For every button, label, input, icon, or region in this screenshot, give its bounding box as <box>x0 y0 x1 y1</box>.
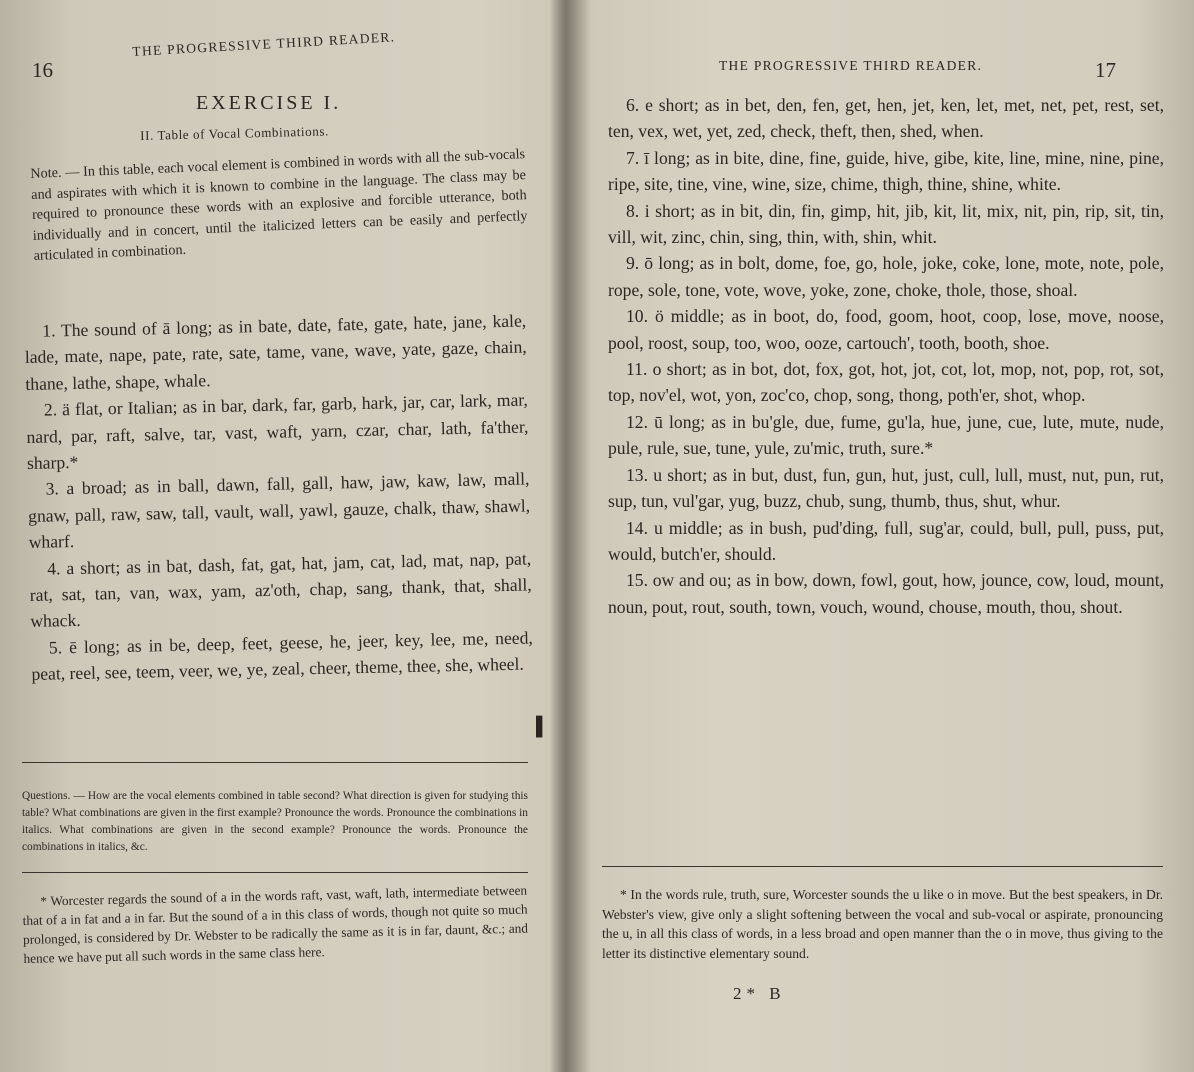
entry-1: 1. The sound of ā long; as in bate, date, fate, gate, hate, jane, kale, lade, mate, nape, pate, rate, sate, tame, vane, wave, yate, gaze, chain, thane, lathe, shape, whale. <box>24 310 527 394</box>
divider-rule <box>602 866 1163 867</box>
entry-list <box>24 307 534 687</box>
entry-15: 15. ow and ou; as in bow, down, fowl, gout, how, jounce, cow, loud, mount, noun, pout, rout, south, town, vouch, wound, chouse, mouth, thou, shout. <box>608 570 1164 617</box>
entry-11: 11. o short; as in bot, dot, fox, got, hot, jot, cot, lot, mop, not, pop, rot, sot, top, nov'el, wot, yon, zoc'co, chop, song, thong, poth'er, shot, whop. <box>608 359 1164 406</box>
entry-9: 9. ō long; as in bolt, dome, foe, go, hole, joke, coke, lone, mote, note, pole, rope, sole, tone, vote, wove, yoke, zone, choke, thole, those, shoal. <box>608 253 1164 300</box>
page-number: 17 <box>1095 58 1116 82</box>
divider-rule <box>22 872 528 873</box>
entry-2: 2. ä flat, or Italian; as in bar, dark, far, garb, hark, jar, car, lark, mar, nard, par, raft, salve, tar, vast, waft, yarn, czar, char, lath, fa'ther, sharp.* <box>26 389 529 473</box>
entry-14: 14. u middle; as in bush, pud'ding, full, sug'ar, could, bull, pull, puss, put, would, butch'er, should. <box>608 517 1164 564</box>
ink-mark: ▌ <box>536 716 549 736</box>
running-head: THE PROGRESSIVE THIRD READER. <box>719 58 983 73</box>
entry-5: 5. ē long; as in be, deep, feet, geese, he, jeer, key, lee, me, need, peat, reel, see, teem, veer, we, ye, zeal, cheer, theme, thee, she, wheel. <box>31 627 534 685</box>
signature-mark: 2* B <box>733 984 786 1003</box>
right-page <box>565 0 1194 1072</box>
entry-13: 13. u short; as in but, dust, fun, gun, hut, just, cull, lull, must, nut, pun, rut, sup, tun, vul'gar, yug, buzz, chub, sung, thumb, thus, shut, whur. <box>608 464 1164 512</box>
entry-list <box>608 92 1164 620</box>
left-page <box>0 0 555 1072</box>
footnote <box>22 881 529 968</box>
footnote-text: * Worcester regards the sound of a in the words raft, vast, waft, lath, intermediate between that of a in fat and a in far. But the sound of a in this class of words, though not quite so much prolonged, is considered by Dr. Webster to be radically the same as it is in far, daunt, &c.; and hence we have put all such words in the same class here. <box>22 882 529 966</box>
entry-3: 3. a broad; as in ball, dawn, fall, gall, haw, jaw, kaw, law, mall, gnaw, pall, raw, saw, tall, vault, wall, yawl, gauze, chalk, thaw, shawl, wharf. <box>27 468 531 553</box>
note-paragraph: Note. — In this table, each vocal element is combined in words with all the sub-vocals and aspirates with which it is known to combine in the language. The class may be required to pronounce these words with an explosive and forcible utterance, both individually and in concert, until the italicized letters can be easily and perfectly articulated in combination. <box>30 146 528 264</box>
entry-7: 7. ī long; as in bite, dine, fine, guide, hive, gibe, kite, line, mine, nine, pine, ripe, site, tine, vine, wine, size, chime, thigh, thine, shine, white. <box>608 147 1164 195</box>
footnote-text: * In the words rule, truth, sure, Worcester sounds the u like o in move. But the best speakers, in Dr. Webster's view, give only a slight softening between the vocal and sub-vocal or aspirate, pronouncing the u, in all this class of words, in a less broad and open manner than the o in move, thus giving to the letter its distinctive elementary sound. <box>602 887 1163 961</box>
entry-12: 12. ū long; as in bu'gle, due, fume, gu'la, hue, june, cue, lute, mute, nude, pule, rule, sue, tune, yule, zu'mic, truth, sure.* <box>608 411 1164 459</box>
table-title: II. Table of Vocal Combinations. <box>140 123 330 143</box>
running-head: THE PROGRESSIVE THIRD READER. <box>132 29 396 59</box>
page-number: 16 <box>32 58 53 82</box>
entry-6: 6. e short; as in bet, den, fen, get, hen, jet, ken, let, met, net, pet, rest, set, ten, vex, wet, yet, zed, check, theft, then, shed, when. <box>608 95 1164 142</box>
entry-8: 8. i short; as in bit, din, fin, gimp, hit, jib, kit, lit, mix, nit, pin, rip, sit, tin, vill, wit, zinc, chin, sing, thin, with, shin, whit. <box>608 200 1164 248</box>
footnote <box>602 885 1163 963</box>
questions-paragraph: Questions. — How are the vocal elements combined in table second? What direction is given for studying this table? What combinations are given in the first example? Pronounce the words. Pronounce the combinations in italics. What combinations are given in the second example? Pronounce the words. Pronounce the combinations in italics, &c. <box>22 790 528 853</box>
divider-rule <box>22 762 528 763</box>
exercise-title: EXERCISE I. <box>196 92 342 114</box>
entry-10: 10. ö middle; as in boot, do, food, goom, hoot, coop, lose, move, noose, pool, roost, soup, too, woo, ooze, cartouch', tooth, booth, shoe. <box>608 306 1164 353</box>
entry-4: 4. a short; as in bat, dash, fat, gat, hat, jam, cat, lad, mat, nap, pat, rat, sat, tan, van, wax, yam, az'oth, chap, sang, thank, that, shall, whack. <box>29 548 532 632</box>
